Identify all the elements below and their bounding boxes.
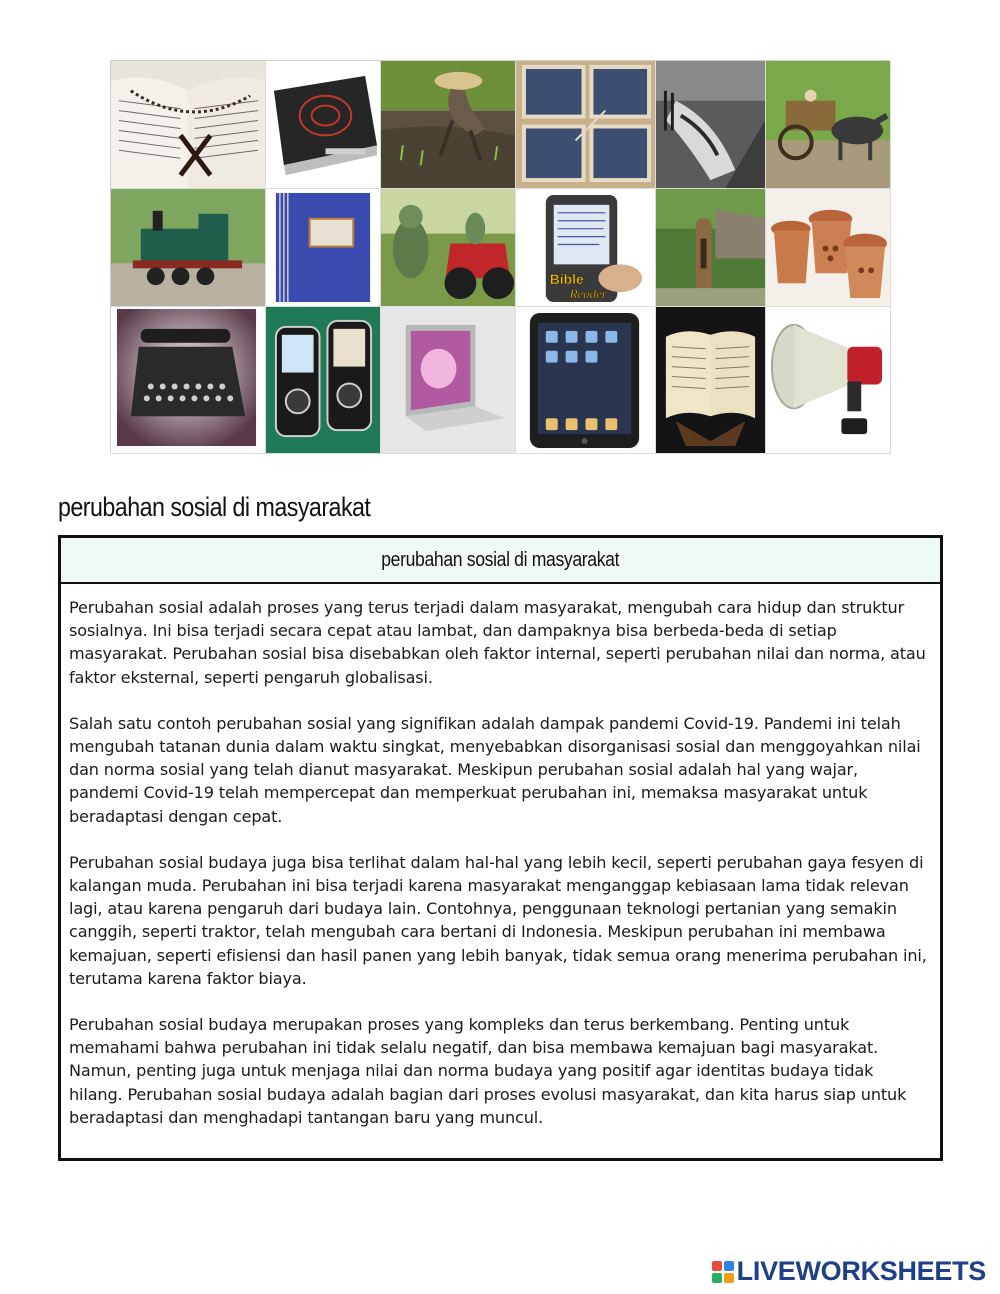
panel-header	[61, 538, 940, 584]
tile-bullet-train	[656, 61, 766, 189]
tile-megaphone	[766, 307, 891, 454]
panel-title: perubahan sosial di masyarakat	[381, 548, 620, 571]
tile-slate-boards	[516, 61, 656, 189]
logo-text: LIVEWORKSHEETS	[736, 1256, 986, 1286]
page-heading: perubahan sosial di masyarakat	[58, 492, 371, 522]
image-collage	[110, 60, 890, 453]
logo-grid-icon	[712, 1261, 734, 1283]
logo-square-1	[712, 1261, 722, 1271]
tile-mp3-players	[266, 307, 381, 454]
paragraph-4: Perubahan sosial budaya merupakan proses yang kompleks dan terus berkembang. Penting untuk memahami bahwa perubahan ini tidak selalu negatif, dan bisa membawa kemajuan bagi masyarakat. Namun, penting juga untuk menjaga nilai dan norma budaya yang positif agar identitas budaya tidak hilang. Perubahan sosial budaya adalah bagian dari proses evolusi masyarakat, dan kita harus siap untuk beradaptasi dan menghadapi tantangan baru yang muncul.	[69, 1015, 907, 1127]
paragraph-2: Salah satu contoh perubahan sosial yang signifikan adalah dampak pandemi Covid-19. Pandemi ini telah mengubah tatanan dunia dalam waktu singkat, menyebabkan disorganisasi sosial dan menggoyahkan nilai dan norma sosial yang telah dianut masyarakat. Meskipun perubahan sosial adalah hal yang wajar, pandemi Covid-19 telah mempercepat dan memperkuat perubahan ini, memaksa masyarakat untuk beradaptasi dengan cepat.	[69, 713, 921, 826]
liveworksheets-logo[interactable]	[712, 1256, 986, 1287]
tile-laptop	[381, 307, 516, 454]
paragraph-1: Perubahan sosial adalah proses yang terus terjadi dalam masyarakat, mengubah cara hidup dan struktur sosialnya. Ini bisa terjadi secara cepat atau lambat, dan dampaknya bisa berbeda-beda di setiap masyarakat. Perubahan sosial bisa disebabkan oleh faktor internal, seperti perubahan nilai dan norma, atau faktor eksternal, seperti pengaruh globalisasi.	[69, 598, 926, 687]
reader-label: Reader	[569, 287, 607, 302]
tile-open-book-with-rosary	[111, 61, 266, 189]
paragraph-3: Perubahan sosial budaya juga bisa terlihat dalam hal-hal yang lebih kecil, seperti perubahan gaya fesyen di kalangan muda. Perubahan ini bisa terjadi karena masyarakat menganggap kebiasaan lama tidak relevan lagi, atau karena pengaruh dari budaya lain. Contohnya, penggunaan teknologi pertanian yang semakin canggih, seperti traktor, telah mengubah cara bertani di Indonesia. Meskipun perubahan ini membawa kemajuan, seperti efisiensi dan hasil panen yang lebih banyak, tidak semua orang menerima perubahan ini, terutama karena faktor biaya.	[69, 852, 927, 988]
tile-ipad-tablet	[516, 307, 656, 454]
tile-bible-reader-device	[516, 189, 656, 307]
tile-buffalo-cart	[766, 61, 891, 189]
tile-farmer-planting-rice	[381, 61, 516, 189]
tile-steam-locomotive	[111, 189, 266, 307]
bible-label: Bible	[549, 271, 584, 288]
tile-induction-cooker	[266, 61, 381, 189]
tile-quran-on-stand	[656, 307, 766, 454]
tile-tractor-cartoon	[381, 189, 516, 307]
logo-square-4	[724, 1273, 734, 1283]
tile-wooden-kentongan	[656, 189, 766, 307]
tile-clay-pots	[766, 189, 891, 307]
logo-square-3	[712, 1273, 722, 1283]
logo-square-2	[724, 1261, 734, 1271]
content-panel	[58, 535, 943, 1161]
tile-blue-notebook	[266, 189, 381, 307]
tile-typewriter	[111, 307, 266, 454]
panel-body	[61, 584, 940, 1129]
